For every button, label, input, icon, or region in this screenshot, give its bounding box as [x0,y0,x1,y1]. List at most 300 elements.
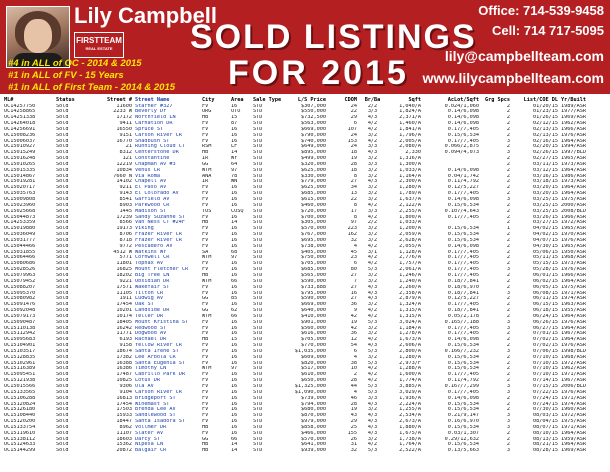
table-cell: 1964/ASR [561,191,586,197]
table-cell: 16 [231,419,238,425]
table-cell: $460,000 [301,202,326,208]
street-name-link[interactable]: Garfield AV [135,197,170,202]
table-cell: 0.11/4,792 [447,179,479,185]
table-cell: $641,000 [301,442,326,448]
table-cell: 0.17/7,405 [447,255,479,261]
table-cell: WN [231,179,238,185]
table-cell: 0.04/1,742 [447,173,479,179]
table-cell: STD [253,331,263,337]
table-cell: 04/02/15 [533,226,558,232]
table-cell: Sold [56,343,69,349]
table-cell: 1971/ASR [561,372,586,378]
street-name-link[interactable]: Lee Arbola CR [135,354,176,360]
table-cell: 16 [231,384,238,389]
column-header: Street Name [135,97,170,103]
table-cell: 1964/ASR [561,138,586,144]
table-cell: 8 [353,202,357,208]
table-cell: 16 [231,214,238,220]
table-cell: 44 [350,384,357,389]
table-cell: 0.13/5,663 [447,448,479,454]
table-cell: 29 [350,115,357,121]
street-name-link[interactable]: Cabrillo Park DR [135,372,185,378]
table-cell: 1,880/A [399,424,421,430]
table-cell: 16 [231,325,238,331]
table-cell: 16 [231,389,238,395]
table-cell: FV [202,185,209,191]
table-cell: $680,000 [301,407,326,413]
table-cell: 0.15/6,534 [447,442,479,448]
table-cell: 0.17/7,405 [447,261,479,267]
street-name-link[interactable]: Venus CR [135,167,160,173]
table-cell: 5/3 [367,360,378,366]
street-name-link[interactable]: Ludwig AV [135,296,164,302]
table-cell: STD [253,413,263,419]
street-name-link[interactable]: Brenda Lee AV [135,407,176,413]
table-cell: FV [202,384,209,389]
table-cell: 1,936/A [399,395,421,401]
street-name-link[interactable]: Pescadero AV [135,243,173,249]
table-cell: 1,673/A [399,337,421,343]
table-cell: STD [253,144,263,150]
table-cell: Sold [56,167,69,173]
table-cell: Sold [56,395,69,401]
table-cell: STD [253,278,263,284]
street-name-link[interactable]: Sandy Suzanne ST [135,214,185,220]
street-name-link[interactable]: Viking [135,226,154,232]
table-cell: 0.15/6,534 [447,354,479,360]
table-cell: STD [253,197,263,202]
table-cell: 2 [506,407,510,413]
table-cell: 05/06/15 [533,249,558,255]
table-cell: 06/01/15 [533,272,558,278]
table-cell: Sold [56,185,69,191]
table-cell: $979,000 [301,419,326,425]
street-name-link[interactable]: Santa Eugenia ST [135,360,185,366]
street-name-link[interactable]: Lotus DR [135,378,160,384]
table-cell: 16 [231,202,238,208]
table-cell: FV [202,319,209,325]
table-cell: $685,000 [301,267,326,273]
street-name-link[interactable]: Nipesa LN [135,442,164,448]
table-cell: 06/24/15 [533,313,558,319]
table-cell: 4/3 [367,284,378,290]
table-cell: 1966/ASR [561,214,586,220]
table-cell: 3/3 [367,144,378,150]
table-cell: STD [253,424,263,430]
table-cell: 4 [353,354,357,360]
street-name-link[interactable]: Wakefair ST [135,284,170,290]
street-name-link[interactable]: Chapman Av #3 [135,161,176,167]
table-cell: TUS [202,208,212,214]
street-name-link[interactable]: Balgair CR [135,448,167,454]
table-cell: 07/02/15 [533,337,558,343]
table-cell: 16 [231,284,238,290]
table-cell: 43 [350,413,357,419]
table-cell: 2 [506,337,510,343]
street-name-link[interactable]: Darcy ST [135,436,160,442]
table-cell: $320,000 [301,161,326,167]
street-name-link[interactable]: Running Cloud CT [135,144,185,150]
table-cell: OC15008236 [4,132,36,138]
table-cell: 07/10/15 [533,366,558,372]
street-name-link[interactable]: Landside DR [135,308,170,314]
table-cell: HB [202,424,209,430]
table-cell: 05/11/15 [533,255,558,261]
table-cell: FV [202,360,209,366]
street-name-link[interactable]: Slater AV [135,430,164,436]
table-cell: STD [253,308,263,314]
table-cell: 08/07/15 [533,424,558,430]
table-cell: 4/3 [367,179,378,185]
table-cell: FV [202,395,209,401]
table-cell: 3/2 [367,331,378,337]
table-cell: 4/2 [367,255,378,261]
street-name-link[interactable]: Parkwood CR [135,202,170,208]
street-name-link[interactable]: Dogwood AV [135,331,167,337]
table-cell: 1,278/A [399,331,421,337]
table-cell: 10834 [116,167,132,173]
street-name-link[interactable]: Obsidian DR [135,278,170,284]
table-cell: OC15020717 [4,185,36,191]
table-cell: STD [253,121,263,127]
street-name-link[interactable]: Carnation DR [135,121,173,127]
table-cell: STD [253,436,263,442]
table-cell: 1950/ASR [561,249,586,255]
table-cell: 87 [231,121,238,127]
table-cell: 0.15/6,534 [447,366,479,372]
table-cell: 0.094/4,073 [444,150,479,156]
table-cell: 16550 [116,126,132,132]
street-name-link[interactable]: Starner #327 [135,103,173,109]
table-cell: 1976/ASR [561,237,586,243]
table-cell: 1,033/A [399,220,421,226]
table-cell: 2 [353,372,357,378]
table-cell: 4/3 [367,401,378,407]
table-cell: 07/24/15 [533,395,558,401]
table-cell: $307,000 [301,103,326,109]
table-cell: OTO [231,109,241,115]
street-name-link[interactable]: Shadbush ST [135,138,170,144]
table-cell: 4/3 [367,296,378,302]
table-cell: 2 [506,261,510,267]
table-cell: 0.17/7,405 [447,214,479,220]
table-cell: 05/28/15 [533,267,558,273]
table-cell: 1,600/A [399,372,421,378]
table-cell: GG [202,308,209,314]
table-cell: SA [202,249,209,255]
table-cell: 3,029/A [399,389,421,395]
table-cell: 03/27/15 [533,220,558,226]
street-name-link[interactable]: Frazer River CR [135,237,182,243]
table-cell: 16 [231,424,238,430]
table-cell: 24 [350,144,357,150]
street-name-link[interactable]: Cornwell CR [135,255,170,261]
table-cell: 3 [506,267,510,273]
street-name-link[interactable]: Rachael DR [135,337,167,343]
table-cell: 1,164/A [399,173,421,179]
table-cell: FV [202,290,209,296]
street-name-link[interactable]: Chapell AV [135,179,167,185]
table-cell: FV [202,401,209,407]
table-cell: STD [253,202,263,208]
sold-listings-table [4,97,596,454]
street-name-link[interactable]: Timothy LN [135,366,167,372]
table-cell: 2,122/A [399,202,421,208]
table-cell: 0.17/7,405 [447,302,479,308]
table-cell: OC15080982 [4,296,36,302]
table-cell: 27 [350,296,357,302]
table-cell: 1975/ASR [561,419,586,425]
street-name-link[interactable]: Santa Isadora ST [135,419,185,425]
table-cell: 3/3 [367,161,378,167]
table-cell: 1972/ASR [561,360,586,366]
table-cell: 0.15/6,534 [447,232,479,238]
street-name-link[interactable]: Santa Irene ST [135,348,179,354]
table-cell: STD [253,167,263,173]
table-cell: 2 [506,302,510,308]
street-name-link[interactable]: El Colorado AV [135,191,179,197]
street-name-link[interactable]: Big Tree LN [135,272,170,278]
table-cell: 16 [231,132,238,138]
table-cell: STD [253,232,263,238]
table-cell: 1974/ASR [561,401,586,407]
table-cell: 26 [350,436,357,442]
street-name-link[interactable]: Van Ness CT #24F [135,220,185,226]
table-cell: 1974/ASR [561,296,586,302]
table-cell: STD [253,267,263,273]
table-cell: 27 [350,284,357,290]
street-name-link[interactable]: Centerstone DR [135,150,179,156]
table-cell: 80 [350,267,357,273]
street-name-link[interactable]: Beverly Dr [135,109,167,115]
table-cell: 2 [506,220,510,226]
table-cell: 03/25/15 [533,202,558,208]
street-name-link[interactable]: Redwood ST [135,325,167,331]
table-cell: 3,885/A [399,384,421,389]
table-cell: Sold [56,132,69,138]
table-cell: 16 [231,290,238,296]
table-cell: OC15092048 [4,308,36,314]
table-cell: STD [253,296,263,302]
table-cell: 22 [350,197,357,202]
table-cell: FV [202,138,209,144]
table-cell: OC14258865 [4,109,36,115]
table-cell: OC15128835 [4,354,36,360]
table-cell: 1964/ASR [561,278,586,284]
table-cell: 1973/ASR [561,161,586,167]
table-cell: STD [253,343,263,349]
table-cell: 2 [506,284,510,290]
street-name-link[interactable]: Vollmer DR [135,424,167,430]
table-cell: 24 [350,132,357,138]
table-cell: STD [253,156,263,162]
table-cell: 3/2 [367,197,378,202]
table-cell: 97 [350,220,357,226]
table-cell: $405,000 [301,249,326,255]
table-cell: 1962/ASR [561,366,586,372]
table-cell: FV [202,413,209,419]
table-cell: 2 [506,214,510,220]
table-cell: 0.15/6,534 [447,202,479,208]
table-cell: 9 [353,308,357,314]
table-cell: Sold [56,243,69,249]
table-cell: Sold [56,348,69,354]
table-cell: 4512 W [113,249,132,255]
table-cell: 22 [350,109,357,115]
table-cell: OC15102961 [4,360,36,366]
table-cell: 2 [506,331,510,337]
website-link[interactable]: www.lilycampbellteam.com [422,70,604,86]
table-cell: 2 [506,103,510,109]
street-name-link[interactable]: Ola AV [135,384,154,389]
table-cell: STD [253,325,263,331]
table-cell: Sold [56,401,69,407]
table-cell: 1969/ASR [561,448,586,454]
table-cell: Sold [56,424,69,430]
table-cell: Sold [56,197,69,202]
table-cell: 4/2 [367,138,378,144]
table-cell: 18447 [116,419,132,425]
table-cell: 2,534/A [399,413,421,419]
table-cell: STD [253,378,263,384]
street-name-link[interactable]: Watkins WY [135,249,167,255]
street-name-link[interactable]: Mount Fletcher CR [135,267,189,273]
street-name-link[interactable]: El Paso AV [135,185,167,191]
table-cell: 0.12/5,227 [447,296,479,302]
table-cell: 42 [350,325,357,331]
table-cell: 4/3 [367,419,378,425]
street-name-link[interactable]: Carson River CR [135,389,182,395]
column-header: Status [56,97,75,103]
table-cell: WTM [202,167,212,173]
table-cell: $705,000 [301,261,326,267]
table-cell: 3/2 [367,191,378,197]
table-cell: 2,358/A [399,290,421,296]
table-cell: 1968/ASR [561,255,586,261]
table-cell: STD [253,272,263,278]
table-cell: 2 [506,395,510,401]
street-name-link[interactable]: Frazer River CR [135,232,182,238]
street-name-link[interactable]: Madison ST [135,208,167,214]
street-name-link[interactable]: Constantine [135,156,170,162]
table-cell: Sold [56,161,69,167]
table-cell: 18 [350,167,357,173]
table-cell: 04/02/15 [533,232,558,238]
table-cell: IR [202,179,209,185]
table-cell: OC15015335 [4,167,36,173]
table-cell: 0.14/6,098 [447,197,479,202]
table-cell: 2,080/A [399,144,421,150]
table-cell: STD [253,354,263,360]
table-cell: 4 [353,389,357,395]
street-name-link[interactable]: Spruce ST [135,126,164,132]
table-cell: 8962 [119,424,132,430]
table-cell: 1,324/A [399,302,421,308]
table-cell: 6193 [119,337,132,343]
table-cell: 1959/ASR [561,436,586,442]
street-name-link[interactable]: Northfield LN [135,115,176,121]
table-cell: 2,260/A [399,284,421,290]
table-cell: OC15064466 [4,255,36,261]
table-cell: STD [253,442,263,448]
table-cell: 3 [506,138,510,144]
table-cell: 9411 [119,121,132,127]
table-cell: 16 [231,319,238,325]
table-cell: 54 [350,343,357,349]
street-name-link[interactable]: Sandlewood ST [135,413,176,419]
table-cell: 16 [231,372,238,378]
table-cell: $330,000 [301,173,326,179]
table-cell: GG [202,436,209,442]
table-cell: 8 [353,173,357,179]
table-cell: 2 [506,308,510,314]
table-cell: $669,000 [301,302,326,308]
table-cell: 0.16/6,970 [447,419,479,425]
table-cell: FV [202,419,209,425]
table-cell: 1972/ASR [561,413,586,419]
table-cell: OC15110138 [4,325,36,331]
table-cell: 0.15/6,534 [447,226,479,232]
table-cell: 85 [231,296,238,302]
table-cell: 0.18/7,841 [447,308,479,314]
table-cell: OC14256691 [4,126,36,132]
street-name-link[interactable]: Tilton CR [135,290,164,296]
table-cell: 1994/ASR [561,144,586,150]
table-cell: Sold [56,372,69,378]
street-name-link[interactable]: Carson River CR [135,132,182,138]
table-cell: $939,000 [301,448,326,454]
street-name-link[interactable]: Winemast ST [135,401,170,407]
table-cell: 15933 [116,413,132,419]
street-name-link[interactable]: Topnax AV [135,261,164,267]
street-name-link[interactable]: Mount Kristina ST [135,319,189,325]
table-cell: 2/2 [367,220,378,226]
table-cell: $1,035,000 [294,348,326,354]
table-cell: 223 [347,226,357,232]
table-cell: Sold [56,261,69,267]
table-cell: $740,000 [301,138,326,144]
table-cell: 0.024/1,060 [444,103,479,109]
table-cell: STD [253,208,263,214]
table-cell: 2,973/F [399,360,421,366]
table-cell: Sold [56,144,69,150]
street-name-link[interactable]: Bridgeport ST [135,395,176,401]
table-cell: 3/2 [367,173,378,179]
table-cell: 1973/ASR [561,261,586,267]
street-name-link[interactable]: Yellow River CR [135,343,182,349]
table-cell: Sold [56,407,69,413]
column-header: Sqft [408,97,421,103]
table-cell: 3/2 [367,167,378,173]
street-name-link[interactable]: Via Roma [135,173,160,179]
street-name-link[interactable]: Teller DR [135,313,164,319]
table-cell: STD [253,313,263,319]
email-address[interactable]: lily@campbellteam.com [444,48,604,64]
table-cell: 17571 [116,284,132,290]
table-cell: 21 [125,144,132,150]
table-cell: Sold [56,208,69,214]
table-cell: Sold [56,249,69,255]
table-cell: 3/2 [367,232,378,238]
street-name-link[interactable]: Oak ST [135,302,154,308]
table-cell: $565,000 [301,272,326,278]
table-cell: 03/25/15 [533,208,558,214]
table-cell: Sold [56,331,69,337]
table-cell: Sold [56,226,69,232]
table-cell: WTM [202,366,212,372]
table-cell: 08/21/15 [533,442,558,448]
table-cell: 46 [350,395,357,401]
